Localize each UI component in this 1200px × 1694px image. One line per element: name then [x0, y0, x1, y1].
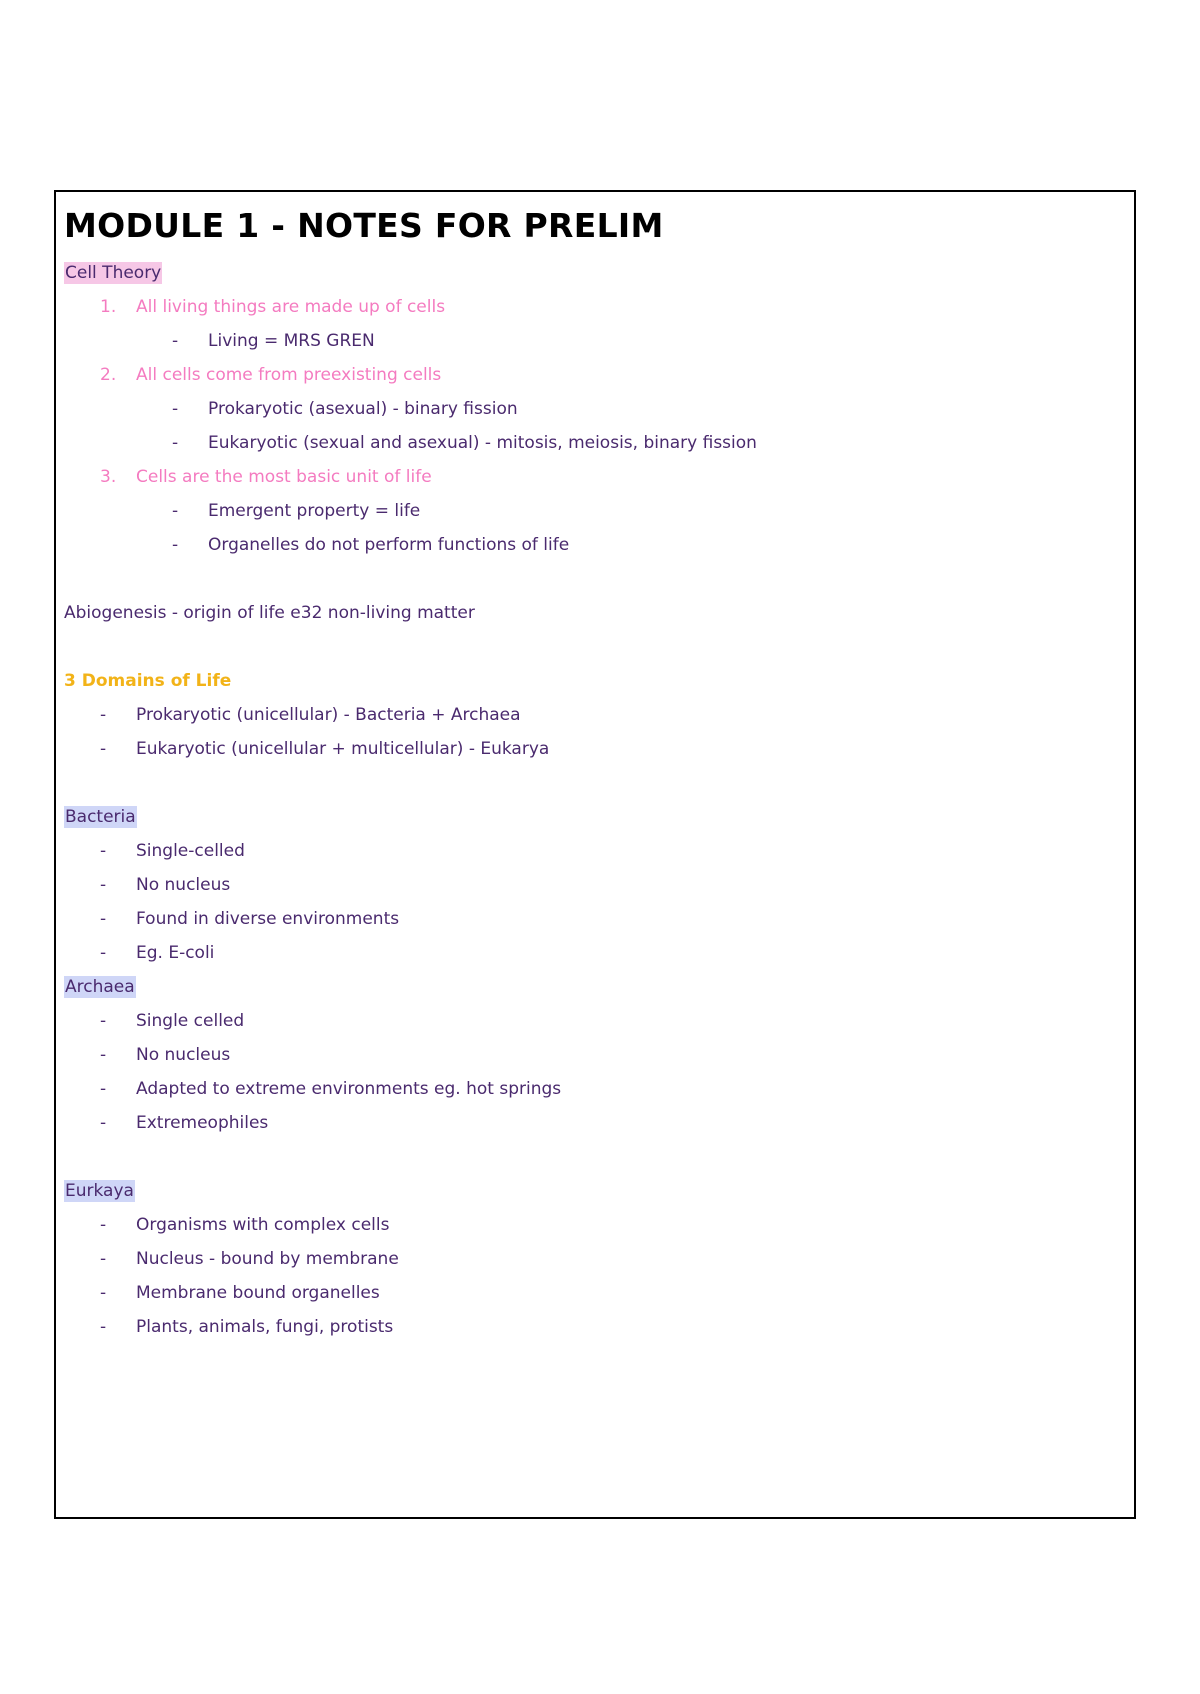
list-item: - Eukaryotic (unicellular + multicellular) - Eukarya: [100, 739, 550, 759]
numbered-item: 2. All cells come from preexisting cells: [100, 365, 442, 385]
section-eurkaya-heading: [64, 1174, 1124, 1208]
list-item: - Single celled: [100, 1011, 245, 1031]
list-item: - Eg. E-coli: [100, 943, 215, 963]
spacer: [64, 766, 1124, 800]
sub-list-item: - Living = MRS GREN: [172, 331, 375, 351]
list-item: - Prokaryotic (unicellular) - Bacteria + Archaea: [100, 705, 521, 725]
list-item: - Nucleus - bound by membrane: [100, 1249, 399, 1269]
page-title: MODULE 1 - NOTES FOR PRELIM: [64, 206, 664, 245]
list-item: - No nucleus: [100, 1045, 231, 1065]
section-archaea-heading: [64, 970, 1124, 1004]
sub-list-item: - Organelles do not perform functions of life: [172, 535, 570, 555]
section-bacteria-heading: [64, 800, 1124, 834]
numbered-item: 1. All living things are made up of cells: [100, 297, 446, 317]
list-item: - Membrane bound organelles: [100, 1283, 380, 1303]
document-body: [64, 196, 1124, 1344]
spacer: [64, 630, 1124, 664]
eurkaya-heading: Eurkaya: [65, 1181, 134, 1201]
list-item: - Single-celled: [100, 841, 245, 861]
bacteria-heading: Bacteria: [65, 807, 136, 827]
domains-heading: 3 Domains of Life: [64, 671, 232, 691]
list-item: - Adapted to extreme environments eg. hot springs: [100, 1079, 562, 1099]
list-item: - Extremeophiles: [100, 1113, 269, 1133]
sub-list-item: - Eukaryotic (sexual and asexual) - mitosis, meiosis, binary fission: [172, 433, 757, 453]
list-item: - No nucleus: [100, 875, 231, 895]
cell-theory-heading: Cell Theory: [65, 263, 162, 283]
section-cell-theory-heading: [64, 256, 1124, 290]
sub-list-item: - Prokaryotic (asexual) - binary fission: [172, 399, 518, 419]
spacer: [64, 1140, 1124, 1174]
archaea-heading: Archaea: [65, 977, 135, 997]
list-item: - Found in diverse environments: [100, 909, 400, 929]
numbered-item: 3. Cells are the most basic unit of life: [100, 467, 432, 487]
spacer: [64, 562, 1124, 596]
sub-list-item: - Emergent property = life: [172, 501, 421, 521]
abiogenesis-line: Abiogenesis - origin of life e32 non-living matter: [64, 603, 475, 623]
section-domains-heading: [64, 664, 1124, 698]
list-item: - Plants, animals, fungi, protists: [100, 1317, 394, 1337]
list-item: - Organisms with complex cells: [100, 1215, 390, 1235]
